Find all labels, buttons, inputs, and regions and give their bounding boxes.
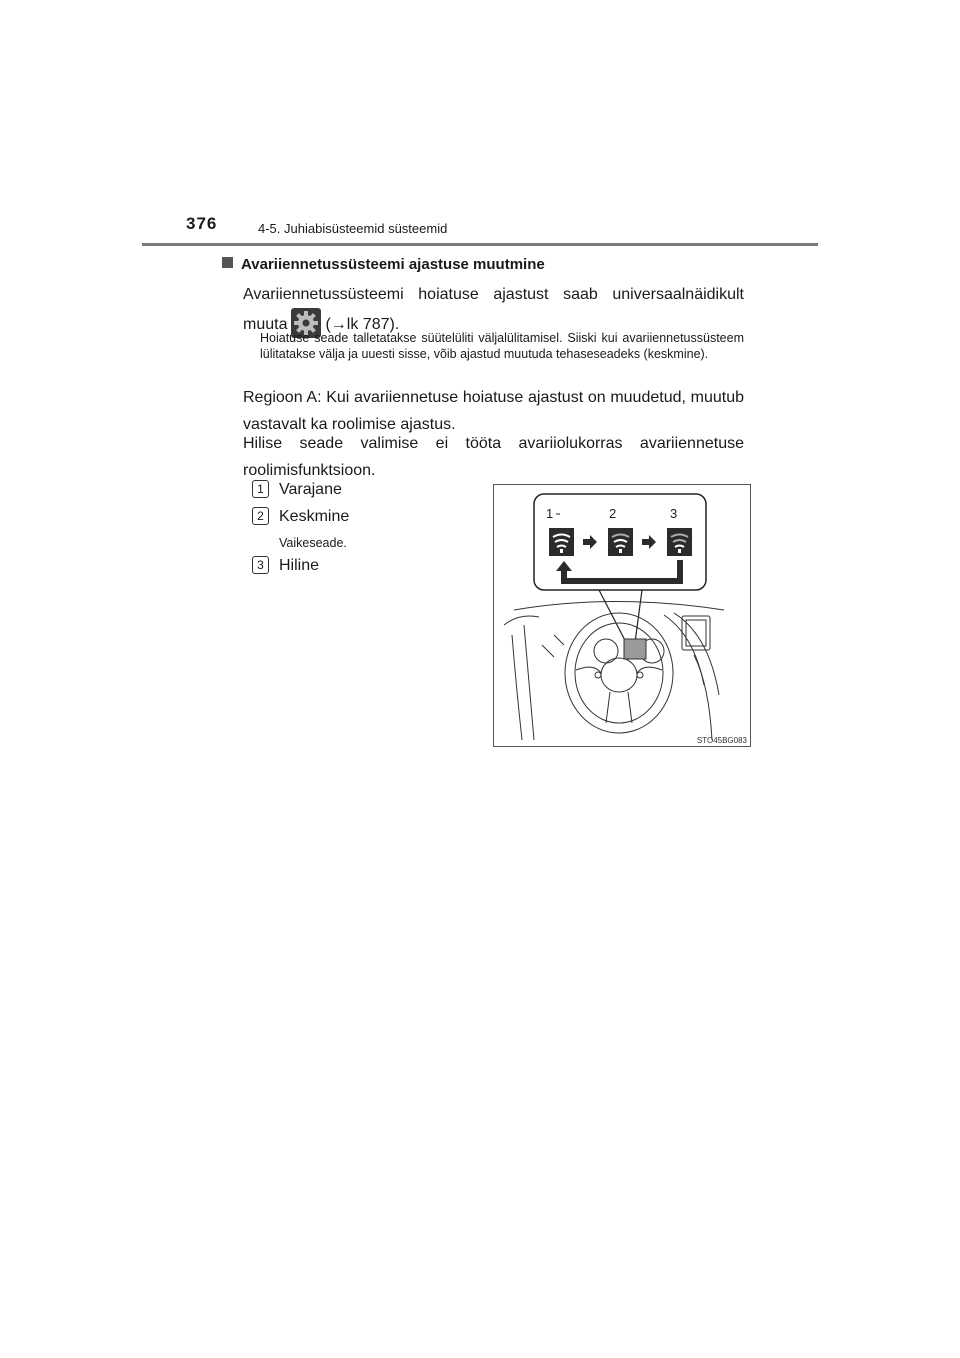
paragraph-1-pre: muuta <box>243 316 288 333</box>
heading-text: Avariiennetussüsteemi ajastuse muutmine <box>241 256 545 273</box>
note-text: Hoiatuse seade talletatakse süütelüliti väljalülitamisel. Siiski kui avariiennetussüsteem lülitatakse välja ja uuesti sisse, võib ajastud muutuda tehaseseadeks (keskmine). <box>260 331 744 361</box>
list-item-label: Hiline <box>279 557 320 574</box>
header-rule <box>142 243 818 246</box>
section-title: 4-5. Juhiabisüsteemid süsteemid <box>258 221 448 236</box>
number-badge: 2 <box>252 507 269 525</box>
paragraph-1-post: (→lk 787). <box>325 316 400 333</box>
callout-number-3: 3 <box>670 506 678 521</box>
square-bullet-icon <box>222 257 233 268</box>
number-badge: 3 <box>252 556 269 574</box>
paragraph-2: Regioon A: Kui avariiennetuse hoiatuse ajastust on muudetud, muutub vastavalt ka roolimise ajastus. <box>243 389 744 433</box>
timing-icon-early <box>549 528 574 556</box>
timing-icon-medium <box>608 528 633 556</box>
list-item-late <box>252 556 319 578</box>
figure-code: STO45BG083 <box>696 736 747 745</box>
subsection-heading <box>222 256 545 273</box>
number-badge: 1 <box>252 480 269 498</box>
steering-wheel <box>565 613 673 733</box>
list-item-label: Keskmine <box>279 508 350 525</box>
list-item-early <box>252 480 342 502</box>
list-item-medium <box>252 507 349 529</box>
paragraph-3: Hilise seade valimise ei tööta avariiolukorras avariiennetuse roolimisfunktsioon. <box>243 435 744 479</box>
list-item-label: Varajane <box>279 481 342 498</box>
page-number: 376 <box>186 214 218 233</box>
timing-icon-late <box>667 528 692 556</box>
list-item-note: Vaikeseade. <box>279 536 347 550</box>
callout-number-2: 2 <box>609 506 617 521</box>
callout-number-1: 1 <box>546 506 554 521</box>
paragraph-1-line-1: Avariiennetussüsteemi hoiatuse ajastust saab universaalnäidikult <box>243 286 744 303</box>
illustration <box>493 484 751 747</box>
